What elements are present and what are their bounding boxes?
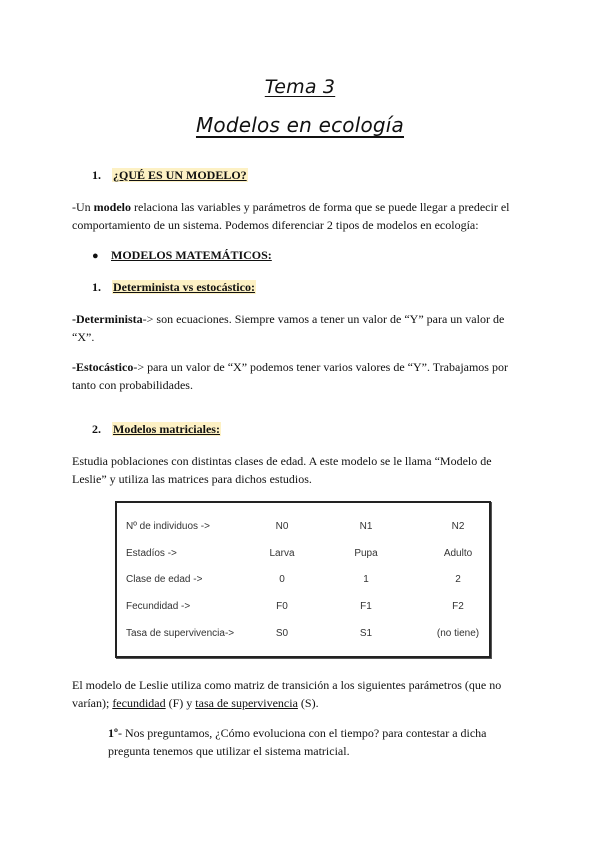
table-row xyxy=(117,518,489,532)
subsection-title: Modelos matriciales: xyxy=(113,422,220,436)
fecundidad-term: fecundidad xyxy=(112,696,166,710)
subsection-title: Determinista vs estocástico: xyxy=(113,280,255,294)
subsection-number: 2. xyxy=(92,422,101,436)
estocastico-paragraph xyxy=(72,358,522,394)
estocastico-term: -Estocástico xyxy=(72,360,134,374)
matriciales-line1: Estudia poblaciones con distintas clases de edad. A este modelo se le llama “Modelo de xyxy=(72,454,492,468)
intro-line2: comportamiento de un sistema. Podemos diferenciar 2 tipos de modelos en ecología: xyxy=(72,218,479,232)
table-cell: F2 xyxy=(452,601,464,612)
table-row xyxy=(117,598,489,612)
subsection-number: 1. xyxy=(92,280,101,294)
table-cell: 0 xyxy=(279,574,285,585)
table-row xyxy=(117,545,489,559)
matriciales-line2: Leslie” y utiliza las matrices para dichos estudios. xyxy=(72,472,312,486)
table-cell: 2 xyxy=(455,574,461,585)
question-number: 1º xyxy=(108,726,118,740)
table-cell: (no tiene) xyxy=(436,628,480,639)
determinista-term: -Determinista xyxy=(72,312,143,326)
table-cell: Pupa xyxy=(354,548,378,559)
section-title: ¿QUÉ ES UN MODELO? xyxy=(113,168,247,182)
intro-line1: relaciona las variables y parámetros de forma que se puede llegar a predecir el xyxy=(131,200,510,214)
subsection-heading-1 xyxy=(92,278,256,296)
table-cell: N0 xyxy=(275,521,289,532)
table-cell: Larva xyxy=(269,548,295,559)
determinista-line1: -> son ecuaciones. Siempre vamos a tener un valor de “Y” para un valor de xyxy=(142,312,505,326)
section-number: 1. xyxy=(92,168,101,182)
table-cell: Tasa de supervivencia-> xyxy=(126,628,235,639)
section-heading-1 xyxy=(92,166,248,184)
table-cell: F1 xyxy=(360,601,372,612)
table-cell: Nº de individuos -> xyxy=(126,521,210,532)
leslie-line2-a: varían); xyxy=(72,696,113,710)
leslie-line2-b: (F) y xyxy=(165,696,196,710)
bullet-heading-text: MODELOS MATEMÁTICOS: xyxy=(111,248,272,262)
leslie-line2-c: (S). xyxy=(297,696,319,710)
table-row xyxy=(117,625,489,639)
table-cell: Clase de edad -> xyxy=(126,574,203,585)
leslie-paragraph xyxy=(72,676,522,712)
bullet-icon: ● xyxy=(92,250,99,262)
table-cell: N1 xyxy=(359,521,373,532)
table-cell: Adulto xyxy=(443,548,473,559)
estocastico-line2: tanto con probabilidades. xyxy=(72,378,193,392)
table-cell: Estadíos -> xyxy=(126,548,177,559)
table-cell: N2 xyxy=(451,521,465,532)
intro-prefix: -Un xyxy=(72,200,94,214)
table-cell: S1 xyxy=(359,628,373,639)
determinista-line2: “X”. xyxy=(72,330,95,344)
estocastico-line1: -> para un valor de “X” podemos tener varios valores de “Y”. Trabajamos por xyxy=(133,360,508,374)
document-title: Tema 3 xyxy=(264,76,336,98)
question-paragraph xyxy=(108,724,528,760)
subsection-heading-2 xyxy=(92,420,221,438)
question-line2: pregunta tenemos que utilizar el sistema matricial. xyxy=(108,744,350,758)
table-row xyxy=(117,571,489,585)
tasa-term: tasa de supervivencia xyxy=(195,696,298,710)
table-cell: S0 xyxy=(275,628,289,639)
intro-bold-term: modelo xyxy=(93,200,132,214)
table-cell: F0 xyxy=(276,601,288,612)
determinista-paragraph xyxy=(72,310,522,346)
leslie-line1: El modelo de Leslie utiliza como matriz de transición a los siguientes parámetros (que no xyxy=(72,678,502,692)
table-cell: Fecundidad -> xyxy=(126,601,191,612)
intro-paragraph xyxy=(72,198,522,234)
bullet-heading-modelos xyxy=(92,246,272,265)
matriciales-paragraph xyxy=(72,452,522,488)
table-cell: 1 xyxy=(363,574,369,585)
question-line1: - Nos preguntamos, ¿Cómo evoluciona con el tiempo? para contestar a dicha xyxy=(117,726,487,740)
leslie-table xyxy=(115,501,491,658)
document-subtitle: Modelos en ecología xyxy=(195,113,405,137)
